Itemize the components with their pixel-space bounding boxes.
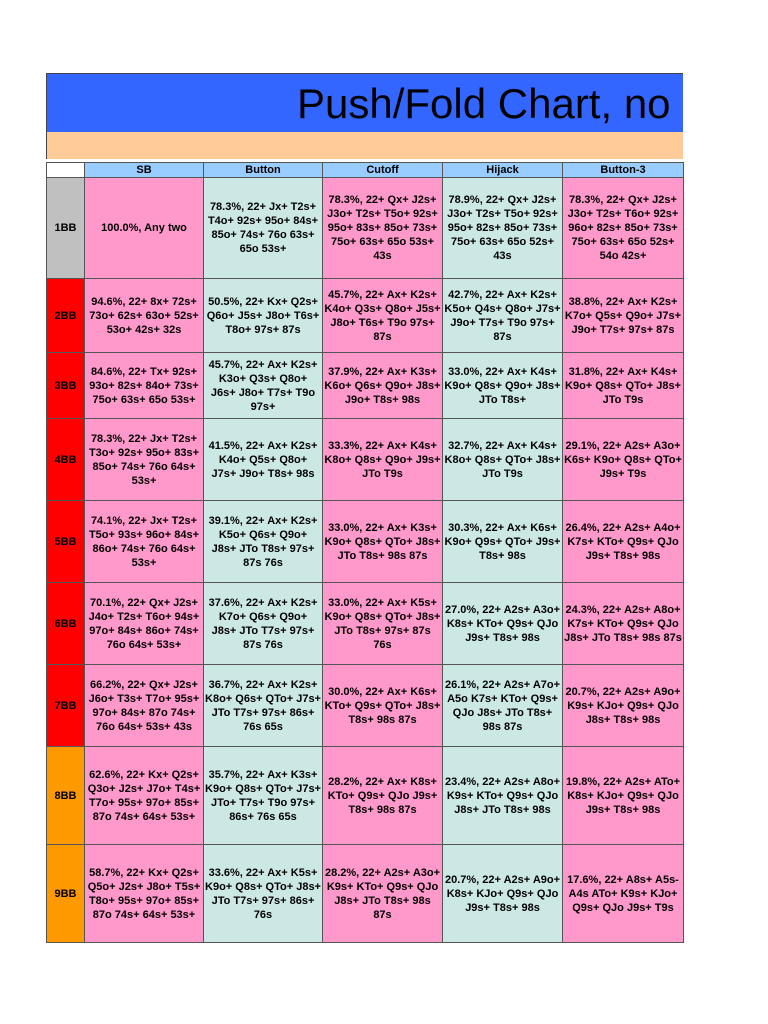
range-cell: 27.0%, 22+ A2s+ A3o+ K8s+ KTo+ Q9s+ QJo J9s+ T8s+ 98s <box>443 583 563 665</box>
range-cell: 74.1%, 22+ Jx+ T2s+ T5o+ 93s+ 96o+ 84s+ 86o+ 74s+ 76o 64s+ 53s+ <box>85 501 204 583</box>
range-cell: 42.7%, 22+ Ax+ K2s+ K5o+ Q4s+ Q8o+ J7s+ J9o+ T7s+ T9o 97s+ 87s <box>443 279 563 353</box>
table-row <box>47 747 684 845</box>
table-row <box>47 279 684 353</box>
header-row <box>47 163 684 178</box>
range-cell: 58.7%, 22+ Kx+ Q2s+ Q5o+ J2s+ J8o+ T5s+ T8o+ 95s+ 97o+ 85s+ 87o 74s+ 64s+ 53s+ <box>85 845 204 943</box>
range-cell: 33.0%, 22+ Ax+ K4s+ K9o+ Q8s+ Q9o+ J8s+ JTo T8s+ <box>443 353 563 419</box>
range-cell: 62.6%, 22+ Kx+ Q2s+ Q3o+ J2s+ J7o+ T4s+ T7o+ 95s+ 97o+ 85s+ 87o 74s+ 64s+ 53s+ <box>85 747 204 845</box>
range-cell: 19.8%, 22+ A2s+ ATo+ K8s+ KJo+ Q9s+ QJo J9s+ T8s+ 98s <box>563 747 684 845</box>
range-cell: 20.7%, 22+ A2s+ A9o+ K9s+ KJo+ Q9s+ QJo J8s+ T8s+ 98s <box>563 665 684 747</box>
table-row <box>47 845 684 943</box>
push-fold-table <box>46 162 684 943</box>
stack-size-label: 6BB <box>47 583 85 665</box>
range-cell: 78.3%, 22+ Jx+ T2s+ T4o+ 92s+ 95o+ 84s+ 85o+ 74s+ 76o 63s+ 65o 53s+ <box>204 178 323 279</box>
range-cell: 78.3%, 22+ Qx+ J2s+ J3o+ T2s+ T6o+ 92s+ 96o+ 82s+ 85o+ 73s+ 75o+ 63s+ 65o 52s+ 54o 42s+ <box>563 178 684 279</box>
stack-size-label: 2BB <box>47 279 85 353</box>
range-cell: 30.0%, 22+ Ax+ K6s+ KTo+ Q9s+ QTo+ J8s+ T8s+ 98s 87s <box>323 665 443 747</box>
range-cell: 33.6%, 22+ Ax+ K5s+ K9o+ Q8s+ QTo+ J8s+ JTo T7s+ 97s+ 86s+ 76s <box>204 845 323 943</box>
column-header: Button <box>204 163 323 178</box>
column-header: Button-3 <box>563 163 684 178</box>
range-cell: 26.1%, 22+ A2s+ A7o+ A5o K7s+ KTo+ Q9s+ QJo J8s+ JTo T8s+ 98s 87s <box>443 665 563 747</box>
range-cell: 78.3%, 22+ Qx+ J2s+ J3o+ T2s+ T5o+ 92s+ 95o+ 83s+ 85o+ 73s+ 75o+ 63s+ 65o 53s+ 43s <box>323 178 443 279</box>
range-cell: 23.4%, 22+ A2s+ A8o+ K9s+ KTo+ Q9s+ QJo J8s+ JTo T8s+ 98s <box>443 747 563 845</box>
range-cell: 45.7%, 22+ Ax+ K2s+ K3o+ Q3s+ Q8o+ J6s+ J8o+ T7s+ T9o 97s+ <box>204 353 323 419</box>
range-cell: 37.6%, 22+ Ax+ K2s+ K7o+ Q6s+ Q9o+ J8s+ JTo T7s+ 97s+ 87s 76s <box>204 583 323 665</box>
range-cell: 70.1%, 22+ Qx+ J2s+ J4o+ T2s+ T6o+ 94s+ 97o+ 84s+ 86o+ 74s+ 76o 64s+ 53s+ <box>85 583 204 665</box>
table-row <box>47 665 684 747</box>
range-cell: 41.5%, 22+ Ax+ K2s+ K4o+ Q5s+ Q8o+ J7s+ J9o+ T8s+ 98s <box>204 419 323 501</box>
stack-size-label: 1BB <box>47 178 85 279</box>
table-row <box>47 501 684 583</box>
range-cell: 36.7%, 22+ Ax+ K2s+ K8o+ Q6s+ QTo+ J7s+ JTo T7s+ 97s+ 86s+ 76s 65s <box>204 665 323 747</box>
range-cell: 78.9%, 22+ Qx+ J2s+ J3o+ T2s+ T5o+ 92s+ 95o+ 82s+ 85o+ 73s+ 75o+ 63s+ 65o 52s+ 43s <box>443 178 563 279</box>
table-row <box>47 353 684 419</box>
range-cell: 45.7%, 22+ Ax+ K2s+ K4o+ Q3s+ Q8o+ J5s+ J8o+ T6s+ T9o 97s+ 87s <box>323 279 443 353</box>
range-cell: 31.8%, 22+ Ax+ K4s+ K9o+ Q8s+ QTo+ J8s+ JTo T9s <box>563 353 684 419</box>
column-header: Cutoff <box>323 163 443 178</box>
corner-cell <box>47 163 85 178</box>
table-row <box>47 419 684 501</box>
spreadsheet <box>46 73 683 943</box>
range-cell: 33.0%, 22+ Ax+ K3s+ K9o+ Q8s+ QTo+ J8s+ JTo T8s+ 98s 87s <box>323 501 443 583</box>
stack-size-label: 5BB <box>47 501 85 583</box>
range-cell: 30.3%, 22+ Ax+ K6s+ K9o+ Q9s+ QTo+ J9s+ T8s+ 98s <box>443 501 563 583</box>
title-bar <box>46 73 683 132</box>
range-cell: 78.3%, 22+ Jx+ T2s+ T3o+ 92s+ 95o+ 83s+ 85o+ 74s+ 76o 64s+ 53s+ <box>85 419 204 501</box>
sheet-title: Push/Fold Chart, no <box>297 80 671 127</box>
range-cell: 29.1%, 22+ A2s+ A3o+ K6s+ K9o+ Q8s+ QTo+ J9s+ T9s <box>563 419 684 501</box>
range-cell: 28.2%, 22+ A2s+ A3o+ K9s+ KTo+ Q9s+ QJo J8s+ JTo T8s+ 98s 87s <box>323 845 443 943</box>
range-cell: 26.4%, 22+ A2s+ A4o+ K7s+ KTo+ Q9s+ QJo J9s+ T8s+ 98s <box>563 501 684 583</box>
stack-size-label: 8BB <box>47 747 85 845</box>
range-cell: 94.6%, 22+ 8x+ 72s+ 73o+ 62s+ 63o+ 52s+ 53o+ 42s+ 32s <box>85 279 204 353</box>
stack-size-label: 3BB <box>47 353 85 419</box>
range-cell: 33.3%, 22+ Ax+ K4s+ K8o+ Q8s+ Q9o+ J9s+ JTo T9s <box>323 419 443 501</box>
range-cell: 84.6%, 22+ Tx+ 92s+ 93o+ 82s+ 84o+ 73s+ 75o+ 63s+ 65o 53s+ <box>85 353 204 419</box>
range-cell: 38.8%, 22+ Ax+ K2s+ K7o+ Q5s+ Q9o+ J7s+ J9o+ T7s+ 97s+ 87s <box>563 279 684 353</box>
table-body <box>47 178 684 943</box>
range-cell: 39.1%, 22+ Ax+ K2s+ K5o+ Q6s+ Q9o+ J8s+ JTo T8s+ 97s+ 87s 76s <box>204 501 323 583</box>
range-cell: 35.7%, 22+ Ax+ K3s+ K9o+ Q8s+ QTo+ J7s+ JTo+ T7s+ T9o 97s+ 86s+ 76s 65s <box>204 747 323 845</box>
range-cell: 24.3%, 22+ A2s+ A8o+ K7s+ KTo+ Q9s+ QJo J8s+ JTo T8s+ 98s 87s <box>563 583 684 665</box>
stack-size-label: 4BB <box>47 419 85 501</box>
column-header: Hijack <box>443 163 563 178</box>
range-cell: 66.2%, 22+ Qx+ J2s+ J6o+ T3s+ T7o+ 95s+ 97o+ 84s+ 87o 74s+ 76o 64s+ 53s+ 43s <box>85 665 204 747</box>
stack-size-label: 9BB <box>47 845 85 943</box>
stack-size-label: 7BB <box>47 665 85 747</box>
range-cell: 20.7%, 22+ A2s+ A9o+ K8s+ KJo+ Q9s+ QJo J9s+ T8s+ 98s <box>443 845 563 943</box>
range-cell: 17.6%, 22+ A8s+ A5s-A4s ATo+ K9s+ KJo+ Q9s+ QJo J9s+ T9s <box>563 845 684 943</box>
range-cell: 50.5%, 22+ Kx+ Q2s+ Q6o+ J5s+ J8o+ T6s+ T8o+ 97s+ 87s <box>204 279 323 353</box>
range-cell: 33.0%, 22+ Ax+ K5s+ K9o+ Q8s+ QTo+ J8s+ JTo T8s+ 97s+ 87s 76s <box>323 583 443 665</box>
table-row <box>47 583 684 665</box>
range-cell: 28.2%, 22+ Ax+ K8s+ KTo+ Q9s+ QJo J9s+ T8s+ 98s 87s <box>323 747 443 845</box>
table-row <box>47 178 684 279</box>
subtitle-bar <box>46 132 683 159</box>
range-cell: 32.7%, 22+ Ax+ K4s+ K8o+ Q8s+ QTo+ J8s+ JTo T9s <box>443 419 563 501</box>
range-cell: 37.9%, 22+ Ax+ K3s+ K6o+ Q6s+ Q9o+ J8s+ J9o+ T8s+ 98s <box>323 353 443 419</box>
range-cell: 100.0%, Any two <box>85 178 204 279</box>
column-header: SB <box>85 163 204 178</box>
